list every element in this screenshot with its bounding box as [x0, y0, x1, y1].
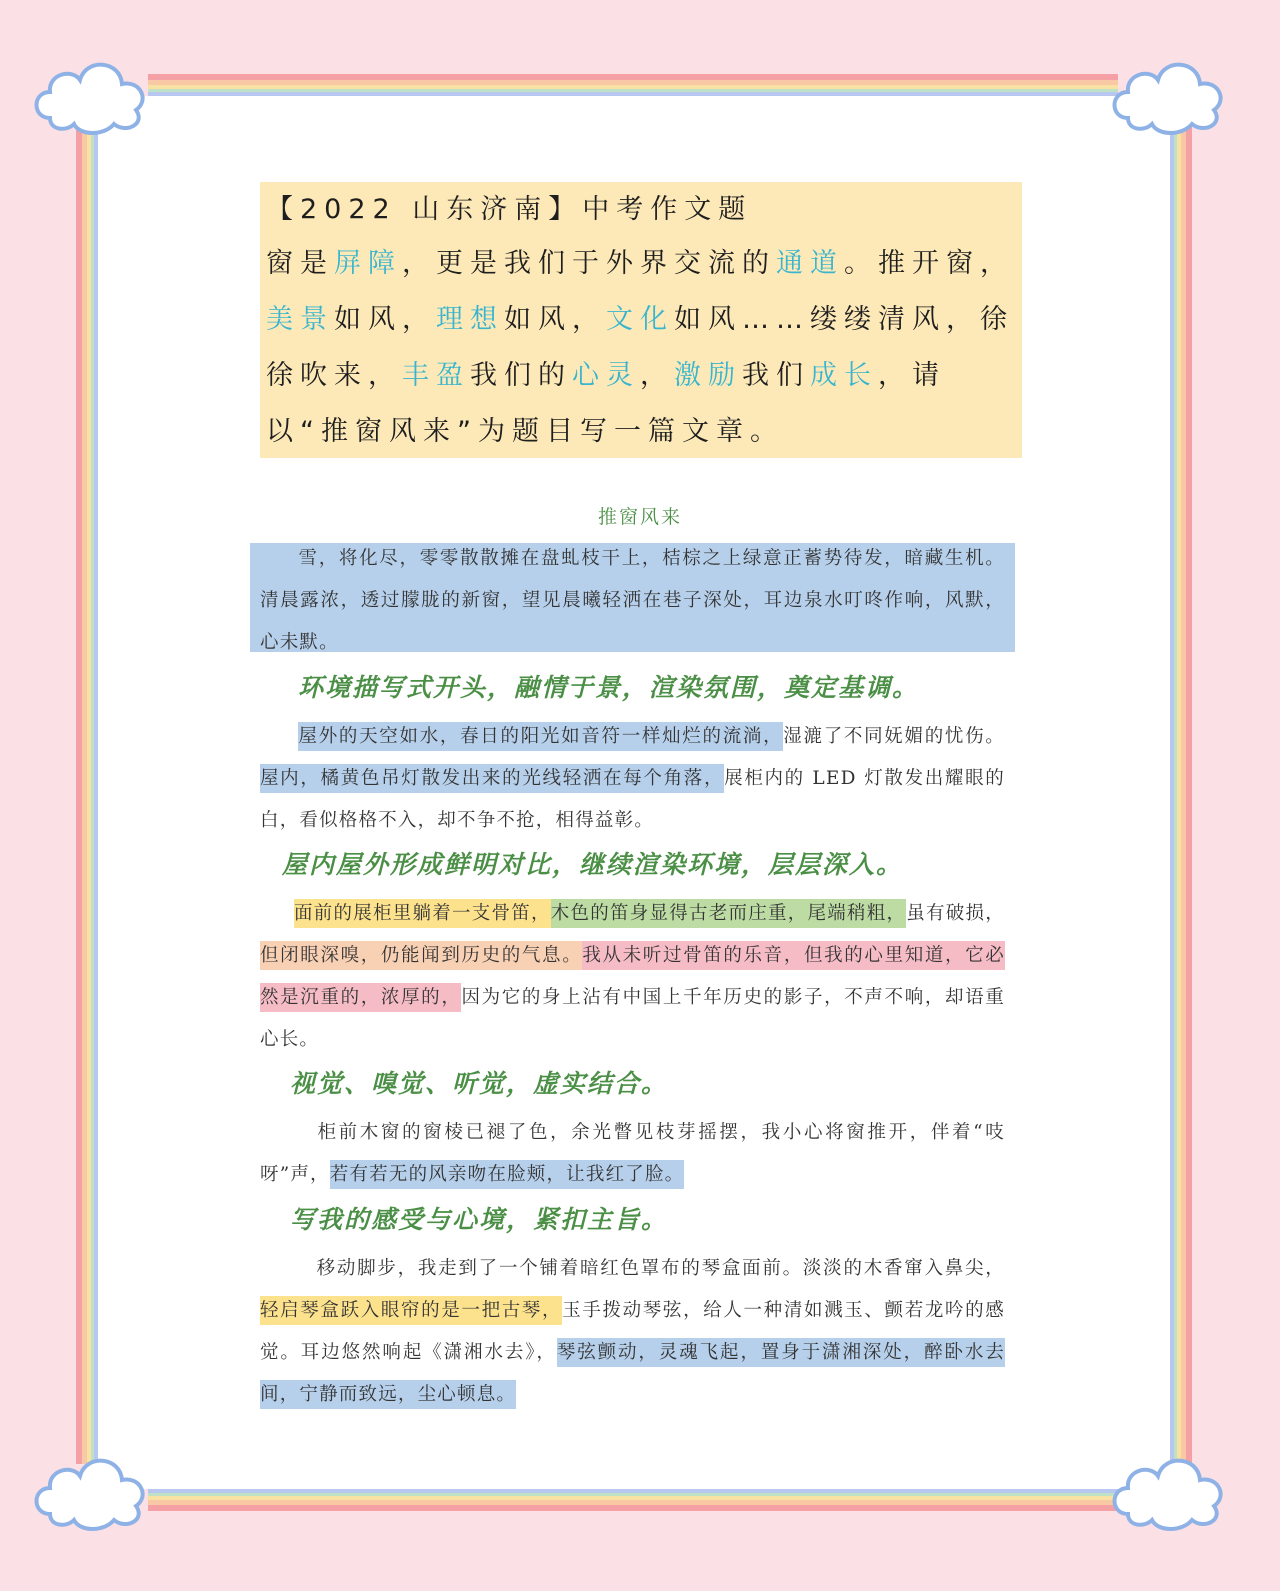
essay-text: 玉手拨动琴弦，给人一种清如溅玉、颤若龙吟的感觉。耳边悠然响起《潇湘水去》，	[260, 1300, 1005, 1363]
prompt-keyword: 屏障	[334, 248, 402, 279]
essay-text: 因为它的身上沾有中国上千年历史的影子，不声不响，却语重心长。	[260, 987, 1005, 1050]
prompt-text: 我们的	[470, 360, 572, 391]
prompt-keyword: 理想	[436, 304, 504, 335]
paragraph-3	[260, 893, 1005, 1061]
prompt-keyword: 激励	[674, 360, 742, 391]
highlight-blue: 琴弦颤动，灵魂飞起，置身于潇湘深处，醉卧水去间，宁静而致远，尘心顿息。	[260, 1338, 1005, 1409]
prompt-text: 窗是	[266, 248, 334, 279]
prompt-keyword: 成长	[810, 360, 878, 391]
prompt-keyword: 美景	[266, 304, 334, 335]
essay-text: 柜前木窗的窗棱已褪了色，余光瞥见枝芽摇摆，我小心将窗推开，伴着“吱呀”声，	[260, 1122, 1005, 1185]
rainbow-frame-right	[1170, 124, 1192, 1464]
prompt-keyword: 文化	[606, 304, 674, 335]
highlight-blue: 若有若无的风亲吻在脸颊，让我红了脸。	[330, 1160, 685, 1189]
highlight-blue: 屋内，橘黄色吊灯散发出来的光线轻洒在每个角落，	[260, 764, 724, 793]
prompt-text: ，更是我们于外界交流的	[402, 248, 776, 279]
prompt-title: 【2022 山东济南】中考作文题	[266, 194, 753, 225]
prompt-text: 我们	[742, 360, 810, 391]
essay-prompt-box	[260, 182, 1022, 458]
paragraph-5	[260, 1248, 1005, 1416]
prompt-keyword: 通道	[776, 248, 844, 279]
cloud-icon	[28, 1436, 158, 1536]
prompt-keyword: 丰盈	[402, 360, 470, 391]
highlight-blue: 屋外的天空如水，春日的阳光如音符一样灿烂的流淌，	[298, 722, 783, 751]
essay-text: 展柜内的 LED 灯散发出耀眼的白，看似格格不入，却不争不抢，相得益彰。	[260, 768, 1005, 831]
highlight-pink: 我从未听过骨笛的乐音，但我的心里知道，它必然是沉重的，浓厚的，	[260, 941, 1005, 1012]
cloud-icon	[28, 40, 158, 140]
rainbow-frame-bottom	[148, 1489, 1118, 1511]
essay-title: 推窗风来	[597, 506, 682, 528]
rainbow-frame-top	[148, 74, 1118, 96]
paragraph-4	[260, 1112, 1005, 1196]
prompt-text: 如风，	[504, 304, 606, 335]
rainbow-frame-left	[76, 124, 98, 1464]
prompt-keyword: 心灵	[572, 360, 640, 391]
essay-text: 湿漉了不同妩媚的忧伤。	[783, 726, 1005, 747]
highlight-yellow: 面前的展柜里躺着一支骨笛，	[294, 899, 551, 928]
prompt-text: ，	[640, 360, 674, 391]
highlight-green: 木色的笛身显得古老而庄重，尾端稍粗，	[551, 899, 906, 928]
prompt-text: 如风……缕缕清风，徐徐吹来，	[266, 304, 1014, 391]
prompt-body	[266, 248, 1014, 447]
cloud-icon	[1106, 40, 1236, 140]
highlight-orange: 但闭眼深嗅，仍能闻到历史的气息。	[260, 941, 582, 970]
cloud-icon	[1106, 1436, 1236, 1536]
essay-text: 虽有破损，	[906, 903, 1005, 924]
paragraph-1	[260, 538, 1005, 664]
prompt-text: 。推开窗，	[844, 248, 1014, 279]
paragraph-2	[260, 716, 1005, 842]
essay-text: 移动脚步，我走到了一个铺着暗红色罩布的琴盒面前。淡淡的木香窜入鼻尖，	[316, 1258, 1005, 1279]
prompt-text: ，请以“推窗风来”为题目写一篇文章。	[266, 360, 946, 447]
paragraph-1-text: 雪，将化尽，零零散散摊在盘虬枝干上，桔棕之上绿意正蓄势待发，暗藏生机。清晨露浓，透过朦胧的新窗，望见晨曦轻洒在巷子深处，耳边泉水叮咚作响，风默，心未默。	[260, 548, 1005, 653]
highlight-yellow: 轻启琴盒跃入眼帘的是一把古琴，	[260, 1296, 562, 1325]
prompt-text: 如风，	[334, 304, 436, 335]
